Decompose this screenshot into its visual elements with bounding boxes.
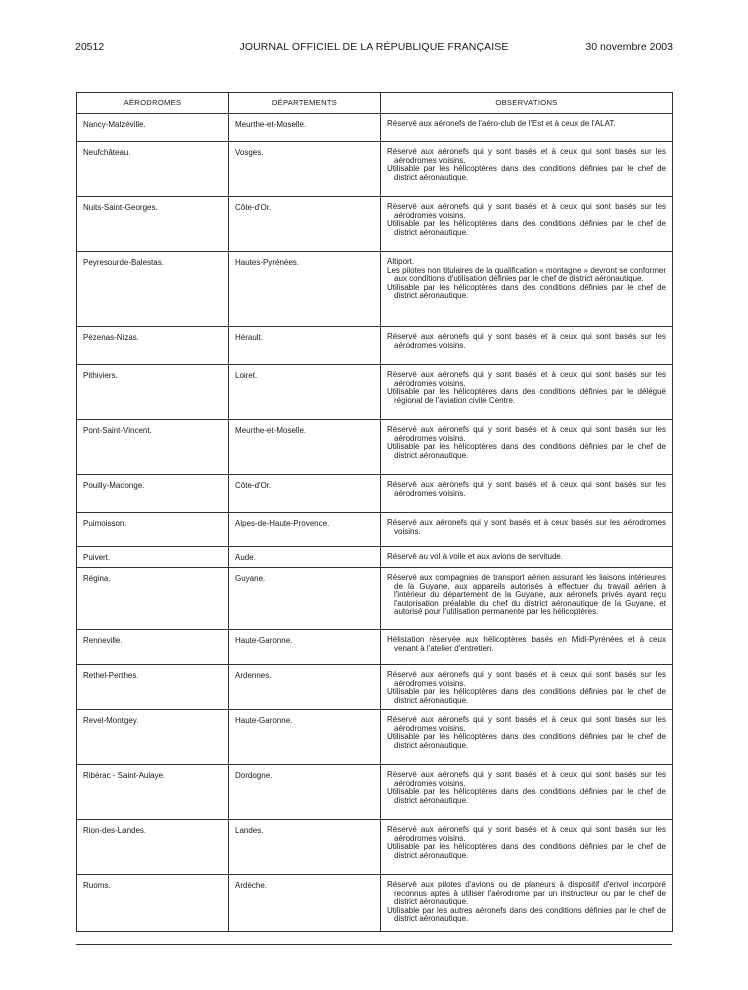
observation-paragraph: Utilisable par les hélicoptères dans des conditions définies par le chef de district aéronautique.	[387, 164, 666, 182]
table-row	[77, 197, 673, 252]
column-header-aerodromes: AÉRODROMES	[77, 93, 229, 114]
aerodromes-table	[76, 92, 673, 932]
observations-cell	[381, 327, 673, 365]
column-header-observations: OBSERVATIONS	[381, 93, 673, 114]
observation-paragraph: Réservé aux aéronefs qui y sont basés et à ceux qui sont basés sur les aérodromes voisins.	[387, 715, 666, 733]
departement-cell: Ardèche.	[229, 875, 381, 932]
table-row	[77, 252, 673, 327]
aerodrome-cell: Renneville.	[77, 630, 229, 665]
observations-cell	[381, 365, 673, 420]
observations-cell	[381, 114, 673, 142]
observation-paragraph: Utilisable par les hélicoptères dans des conditions définies par le chef de district aéronautique.	[387, 732, 666, 750]
observation-paragraph: Réservé aux aéronefs de l'aéro-club de l'Est et à ceux de l'ALAT.	[387, 119, 616, 128]
table-row	[77, 765, 673, 820]
aerodrome-cell: Rethel-Perthes.	[77, 665, 229, 710]
departement-cell: Meurthe-et-Moselle.	[229, 114, 381, 142]
observations-cell	[381, 875, 673, 932]
departement-cell: Loiret.	[229, 365, 381, 420]
departement-cell: Côte-d'Or.	[229, 475, 381, 513]
observations-cell	[381, 513, 673, 547]
aerodrome-cell: Pithiviers.	[77, 365, 229, 420]
aerodrome-cell: Rion-des-Landes.	[77, 820, 229, 875]
observation-paragraph: Réservé aux aéronefs qui y sont basés et à ceux qui sont basés sur les aérodromes voisins.	[387, 480, 666, 498]
observation-paragraph: Utilisable par les hélicoptères dans des conditions définies par le chef de district aéronautique.	[387, 787, 666, 805]
observation-paragraph: Hélistation réservée aux hélicoptères basés en Midi-Pyrénées et à ceux venant à l'atelier d'entretien.	[387, 635, 666, 653]
aerodrome-cell: Pouilly-Maconge.	[77, 475, 229, 513]
observation-paragraph: Réservé aux aéronefs qui y sont basés et à ceux qui sont basés sur les aérodromes voisins.	[387, 202, 666, 220]
table-row	[77, 365, 673, 420]
observation-paragraph: Réservé aux aéronefs qui y sont basés et à ceux qui sont basés sur les aérodromes voisins.	[387, 425, 666, 443]
table-header-row	[77, 93, 673, 114]
observations-cell	[381, 665, 673, 710]
departement-cell: Guyane.	[229, 568, 381, 630]
aerodrome-cell: Peyresourde-Balestas.	[77, 252, 229, 327]
aerodrome-cell: Puivert.	[77, 547, 229, 568]
departement-cell: Hautes-Pyrénées.	[229, 252, 381, 327]
observations-cell	[381, 252, 673, 327]
observation-paragraph: Réservé aux aéronefs qui y sont basés et à ceux basés sur les aérodromes voisins.	[387, 518, 666, 536]
aerodrome-cell: Puimoisson.	[77, 513, 229, 547]
observations-cell	[381, 142, 673, 197]
table-row	[77, 630, 673, 665]
departement-cell: Meurthe-et-Moselle.	[229, 420, 381, 475]
observation-paragraph: Réservé aux aéronefs qui y sont basés et à ceux qui sont basés sur les aérodromes voisins.	[387, 670, 666, 688]
observations-cell	[381, 197, 673, 252]
observations-cell	[381, 630, 673, 665]
page-number: 20512	[75, 41, 105, 53]
table-row	[77, 568, 673, 630]
aerodrome-cell: Neufchâteau.	[77, 142, 229, 197]
column-header-departements: DÉPARTEMENTS	[229, 93, 381, 114]
observation-paragraph: Réservé aux compagnies de transport aérien assurant les liaisons intérieures de la Guyane, aux appareils autorisés à effectuer du travail aérien à l'intérieur du département de la Guyane, aux aéronefs privés ayant reçu l'autorisation préalable du chef du district aéronautique de la Guyane, et autorisé pour l'utilisation permanente par les hélicoptères.	[387, 573, 666, 617]
aerodrome-cell: Revel-Montgey.	[77, 710, 229, 765]
table-row	[77, 142, 673, 197]
departement-cell: Alpes-de-Haute-Provence.	[229, 513, 381, 547]
observation-paragraph: Réservé au vol à voile et aux avions de servitude.	[387, 552, 564, 561]
observation-paragraph: Réservé aux aéronefs qui y sont basés et à ceux qui sont basés sur les aérodromes voisins.	[387, 825, 666, 843]
table-row	[77, 327, 673, 365]
publication-date: 30 novembre 2003	[585, 41, 673, 53]
table-row	[77, 475, 673, 513]
observations-cell	[381, 568, 673, 630]
table-row	[77, 665, 673, 710]
observations-cell	[381, 420, 673, 475]
table-row	[77, 114, 673, 142]
observation-paragraph: Les pilotes non titulaires de la qualification « montagne » devront se conformer aux conditions d'utilisation définies par le chef de district aéronautique.	[387, 265, 666, 284]
table-row	[77, 513, 673, 547]
observation-paragraph: Réservé aux pilotes d'avions ou de planeurs à dispositif d'envol incorporé reconnus aptes à utiliser l'aérodrome par un instructeur ou par le chef de district aéronautique.	[387, 880, 666, 907]
departement-cell: Ardennes.	[229, 665, 381, 710]
departement-cell: Hérault.	[229, 327, 381, 365]
bottom-rule	[76, 944, 672, 945]
observation-paragraph: Utilisable par les hélicoptères dans des conditions définies par le délégué régional de l'aviation civile Centre.	[387, 387, 666, 405]
observations-cell	[381, 765, 673, 820]
departement-cell: Landes.	[229, 820, 381, 875]
aerodrome-cell: Pont-Saint-Vincent.	[77, 420, 229, 475]
observation-paragraph: Utilisable par les hélicoptères dans des conditions définies par le chef de district aéronautique.	[387, 219, 666, 237]
aerodrome-cell: Pézenas-Nizas.	[77, 327, 229, 365]
observation-paragraph: Altiport.	[387, 257, 415, 266]
observation-paragraph: Réservé aux aéronefs qui y sont basés et à ceux qui sont basés sur les aérodromes voisins.	[387, 332, 666, 350]
table-row	[77, 547, 673, 568]
observation-paragraph: Utilisable par les hélicoptères dans des conditions définies par le chef de district aéronautique.	[387, 842, 666, 860]
departement-cell: Haute-Garonne.	[229, 630, 381, 665]
observation-paragraph: Utilisable par les autres aéronefs dans des conditions définies par le chef de district aéronautique.	[387, 905, 666, 924]
observation-paragraph: Utilisable par les hélicoptères dans des conditions définies par le chef de district aéronautique.	[387, 442, 666, 460]
observation-paragraph: Utilisable par les hélicoptères dans des conditions définies par le chef de district aéronautique.	[387, 687, 666, 705]
observation-paragraph: Réservé aux aéronefs qui y sont basés et à ceux qui sont basés sur les aérodromes voisins.	[387, 370, 666, 388]
departement-cell: Aude.	[229, 547, 381, 568]
observations-cell	[381, 710, 673, 765]
departement-cell: Haute-Garonne.	[229, 710, 381, 765]
aerodrome-cell: Ribérac - Saint-Aulaye.	[77, 765, 229, 820]
departement-cell: Vosges.	[229, 142, 381, 197]
table-body	[77, 114, 673, 932]
departement-cell: Côte-d'Or.	[229, 197, 381, 252]
observation-paragraph: Utilisable par les hélicoptères dans des conditions définies par le chef de district aéronautique.	[387, 282, 666, 301]
observations-cell	[381, 820, 673, 875]
journal-title: JOURNAL OFFICIEL DE LA RÉPUBLIQUE FRANÇAISE	[239, 41, 509, 53]
aerodrome-cell: Nancy-Malzéville.	[77, 114, 229, 142]
aerodrome-cell: Nuits-Saint-Georges.	[77, 197, 229, 252]
table-row	[77, 710, 673, 765]
table-row	[77, 420, 673, 475]
observations-cell	[381, 547, 673, 568]
aerodrome-cell: Ruoms.	[77, 875, 229, 932]
table-row	[77, 820, 673, 875]
observation-paragraph: Réservé aux aéronefs qui y sont basés et à ceux qui sont basés sur les aérodromes voisins.	[387, 147, 666, 165]
departement-cell: Dordogne.	[229, 765, 381, 820]
observations-cell	[381, 475, 673, 513]
table-row	[77, 875, 673, 932]
aerodrome-cell: Régina.	[77, 568, 229, 630]
observation-paragraph: Réservé aux aéronefs qui y sont basés et à ceux qui sont basés sur les aérodromes voisins.	[387, 770, 666, 788]
